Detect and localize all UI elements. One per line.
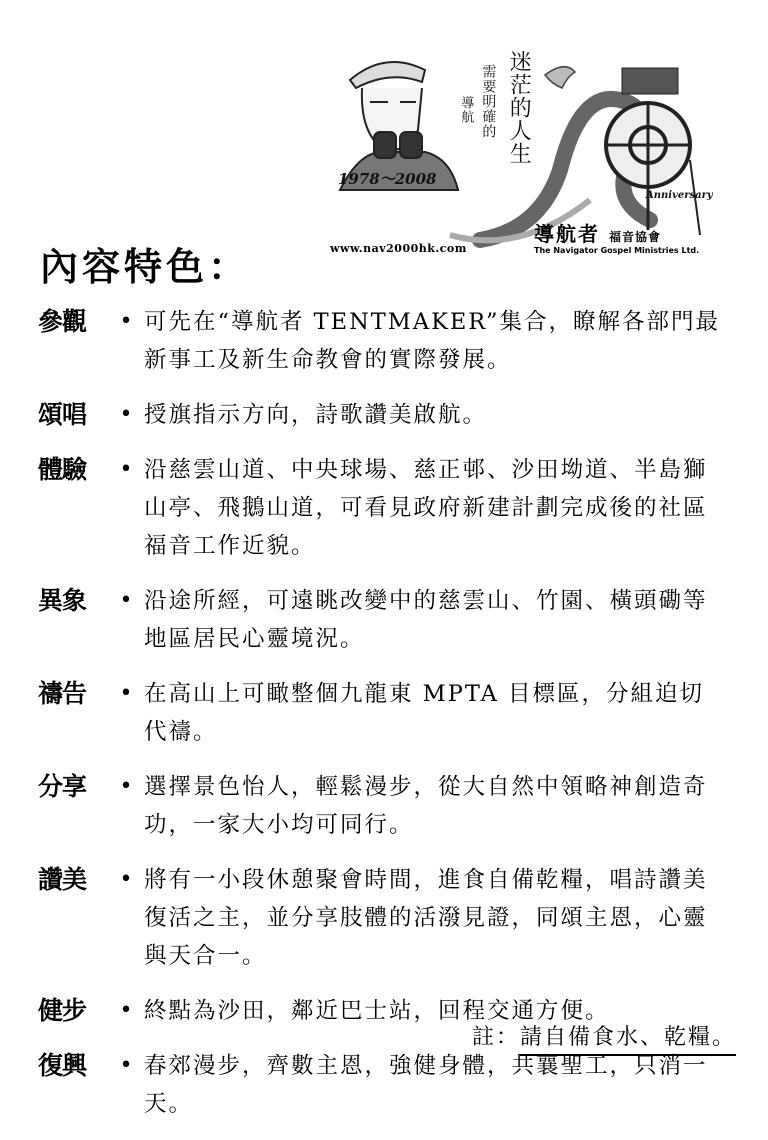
note-text: 請自備食水、乾糧。 [520,1025,736,1056]
list-item [38,582,738,658]
item-label: 復興 [38,1051,87,1080]
bullet-icon: • [119,1053,133,1078]
bullet-icon: • [119,998,133,1023]
item-text: 春郊漫步，齊數主恩，強健身體，共襄聖工，只消一天。 [144,1053,708,1117]
tagline-line-2: 需要明確的 [480,64,497,139]
bullet-icon: • [119,774,133,799]
item-label: 體驗 [38,455,87,484]
item-text: 選擇景色怡人，輕鬆漫步，從大自然中領略神創造奇功，一家大小均可同行。 [144,774,708,838]
bullet-icon: • [119,867,133,892]
item-label: 健步 [38,996,87,1025]
list-item [38,675,738,751]
item-label: 分享 [38,772,87,801]
list-item [38,451,738,565]
list-item [38,396,738,434]
website-url: www.nav2000hk.com [330,242,467,255]
feature-list [38,303,738,1140]
org-name-suffix: 福音協會 [608,230,661,244]
years-range: 1978～2008 [338,170,437,188]
item-text: 在高山上可瞰整個九龍東 MPTA 目標區，分組迫切代禱。 [144,681,705,745]
tagline-line-3: 導航 [458,96,474,124]
header-graphic [330,40,730,268]
org-name-cn [534,218,661,247]
org-name-en: The Navigator Gospel Ministries Ltd. [534,246,700,255]
dove-icon [545,67,575,88]
item-text: 授旗指示方向，詩歌讚美啟航。 [144,402,488,428]
item-text: 沿途所經，可遠眺改變中的慈雲山、竹園、橫頭磡等地區居民心靈境況。 [144,588,708,652]
item-label: 頌唱 [38,400,87,429]
anniversary-label: Anniversary [646,190,713,201]
item-label: 禱告 [38,679,87,708]
item-text: 終點為沙田，鄰近巴士站，回程交通方便。 [144,998,610,1024]
section-title: 內容特色： [40,245,251,289]
bullet-icon: • [119,457,133,482]
list-item [38,861,738,975]
item-label: 參觀 [38,307,87,336]
item-text: 可先在“導航者 TENTMAKER”集合，瞭解各部門最新事工及新生命教會的實際發展。 [144,309,721,373]
tagline-line-1: 迷茫的人生 [506,50,532,165]
item-text: 沿慈雲山道、中央球場、慈正邨、沙田坳道、半島獅山亭、飛鵝山道，可看見政府新建計劃完成後的社區福音工作近貌。 [144,457,708,559]
bullet-icon: • [119,309,133,334]
list-item [38,303,738,379]
org-name-main: 導航者 [534,222,600,246]
item-label: 異象 [38,586,87,615]
footnote [472,1020,736,1051]
item-label: 讚美 [38,865,87,894]
bullet-icon: • [119,681,133,706]
bullet-icon: • [119,402,133,427]
list-item [38,1047,738,1123]
bullet-icon: • [119,588,133,613]
item-text: 將有一小段休憩聚會時間，進食自備乾糧，唱詩讚美復活之主，並分享肢體的活潑見證，同頌主恩，心靈與天合一。 [144,867,708,969]
list-item [38,768,738,844]
note-prefix: 註： [471,1025,520,1050]
